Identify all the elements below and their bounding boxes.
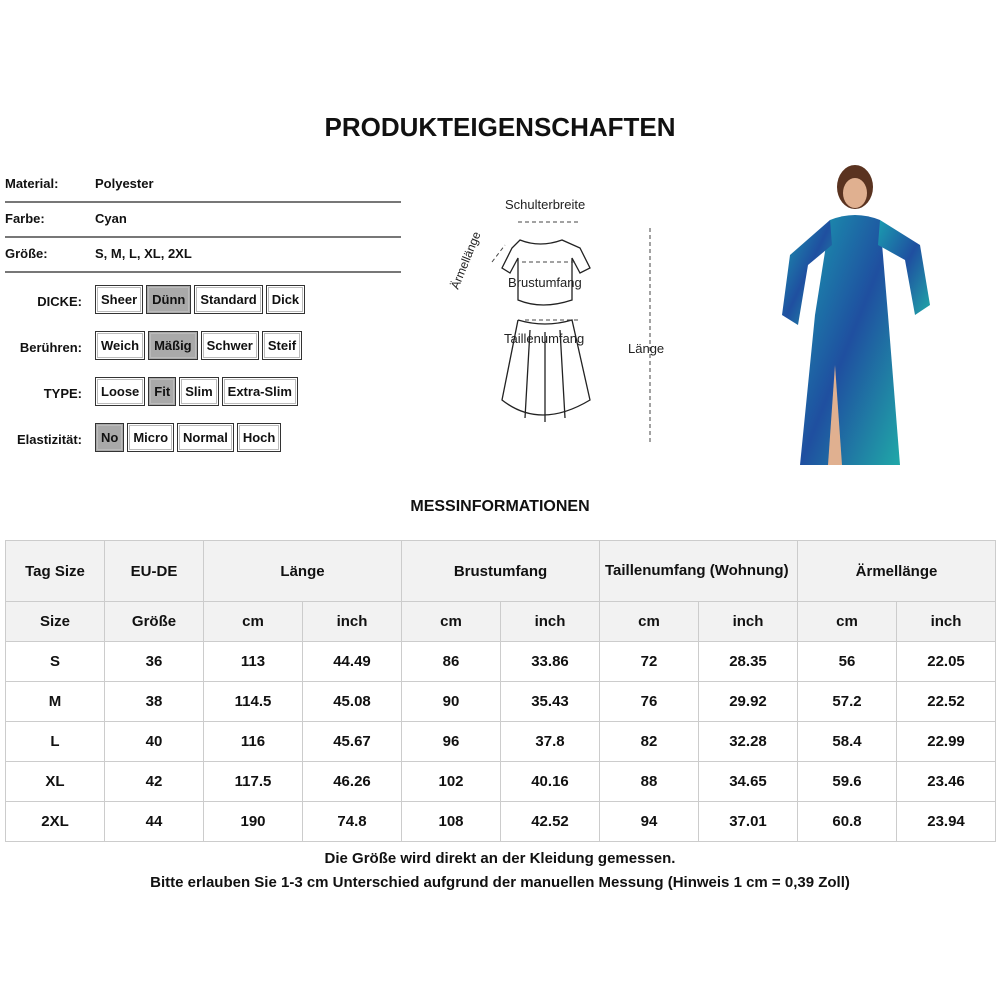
shoulder-label: Schulterbreite [505, 197, 586, 212]
table-cell: 22.99 [897, 722, 996, 762]
table-row [6, 802, 996, 842]
subheader-cell: Größe [105, 602, 204, 642]
page-title: PRODUKTEIGENSCHAFTEN [324, 112, 676, 142]
waist-label: Taillenumfang [504, 331, 585, 346]
option-chip: Dünn [146, 285, 191, 314]
option-chip: Steif [262, 331, 302, 360]
table-cell: 102 [402, 762, 501, 802]
table-cell: 45.08 [303, 682, 402, 722]
option-row [0, 377, 400, 409]
table-cell: 29.92 [699, 682, 798, 722]
table-cell: M [6, 682, 105, 722]
option-row [0, 423, 400, 455]
subheader-cell: inch [303, 602, 402, 642]
table-cell: 56 [798, 642, 897, 682]
table-cell: 44.49 [303, 642, 402, 682]
table-cell: 86 [402, 642, 501, 682]
table-cell: 22.05 [897, 642, 996, 682]
option-chip: Standard [194, 285, 262, 314]
property-key: Größe: [5, 246, 48, 261]
table-cell: 113 [204, 642, 303, 682]
subheader-cell: cm [204, 602, 303, 642]
size-table [5, 540, 996, 842]
product-photo [770, 165, 940, 470]
header-cell: Taillenumfang (Wohnung) [600, 541, 798, 602]
header-cell: Länge [204, 541, 402, 602]
subheader-cell: cm [402, 602, 501, 642]
header-cell: Tag Size [6, 541, 105, 602]
subheader-cell: inch [699, 602, 798, 642]
table-cell: 37.01 [699, 802, 798, 842]
table-cell: 60.8 [798, 802, 897, 842]
subheader-cell: cm [798, 602, 897, 642]
length-label: Länge [628, 341, 665, 356]
table-cell: 28.35 [699, 642, 798, 682]
table-cell: 38 [105, 682, 204, 722]
table-cell: 46.26 [303, 762, 402, 802]
note-1: Die Größe wird direkt an der Kleidung gemessen. [324, 850, 676, 867]
table-cell: 114.5 [204, 682, 303, 722]
option-chip: Sheer [95, 285, 143, 314]
table-cell: 94 [600, 802, 699, 842]
table-row [6, 722, 996, 762]
property-value: S, M, L, XL, 2XL [95, 246, 192, 261]
table-row [6, 682, 996, 722]
option-chip: Slim [179, 377, 218, 406]
table-cell: 45.67 [303, 722, 402, 762]
table-cell: 90 [402, 682, 501, 722]
table-cell: 32.28 [699, 722, 798, 762]
property-value: Cyan [95, 211, 127, 226]
table-cell: 42 [105, 762, 204, 802]
property-key: Farbe: [5, 211, 45, 226]
table-cell: 76 [600, 682, 699, 722]
property-row [5, 238, 401, 273]
note-2: Bitte erlauben Sie 1-3 cm Unterschied aufgrund der manuellen Messung (Hinweis 1 cm = 0,39 Zoll) [150, 874, 850, 891]
table-cell: 22.52 [897, 682, 996, 722]
table-cell: 96 [402, 722, 501, 762]
option-chip: Fit [148, 377, 176, 406]
table-cell: 88 [600, 762, 699, 802]
bust-label: Brustumfang [508, 275, 582, 290]
option-label: DICKE: [37, 294, 82, 309]
table-cell: 35.43 [501, 682, 600, 722]
table-cell: 23.94 [897, 802, 996, 842]
table-cell: S [6, 642, 105, 682]
option-row [0, 331, 400, 363]
property-row [5, 203, 401, 238]
table-cell: 40.16 [501, 762, 600, 802]
property-row [5, 168, 401, 203]
option-chip: Loose [95, 377, 145, 406]
table-cell: 2XL [6, 802, 105, 842]
table-cell: 74.8 [303, 802, 402, 842]
table-cell: 58.4 [798, 722, 897, 762]
table-row [6, 762, 996, 802]
subheader-cell: inch [897, 602, 996, 642]
option-chip: Weich [95, 331, 145, 360]
option-row [0, 285, 400, 317]
table-cell: 23.46 [897, 762, 996, 802]
option-chip: Mäßig [148, 331, 198, 360]
table-cell: 116 [204, 722, 303, 762]
table-cell: 82 [600, 722, 699, 762]
table-row [6, 642, 996, 682]
measure-title: MESSINFORMATIONEN [410, 498, 590, 515]
table-cell: 57.2 [798, 682, 897, 722]
header-cell: Ärmellänge [798, 541, 996, 602]
table-cell: 34.65 [699, 762, 798, 802]
table-cell: L [6, 722, 105, 762]
table-cell: 33.86 [501, 642, 600, 682]
table-cell: 37.8 [501, 722, 600, 762]
table-cell: 40 [105, 722, 204, 762]
table-cell: 59.6 [798, 762, 897, 802]
table-cell: 42.52 [501, 802, 600, 842]
option-chip: Extra-Slim [222, 377, 298, 406]
table-cell: 44 [105, 802, 204, 842]
option-chip: Normal [177, 423, 234, 452]
option-chip: Micro [127, 423, 174, 452]
table-cell: 117.5 [204, 762, 303, 802]
table-cell: 36 [105, 642, 204, 682]
option-label: TYPE: [43, 386, 82, 401]
property-value: Polyester [95, 176, 154, 191]
sleeve-label: Ärmellänge [447, 229, 484, 292]
subheader-cell: inch [501, 602, 600, 642]
header-cell: Brustumfang [402, 541, 600, 602]
property-key: Material: [5, 176, 59, 191]
subheader-cell: Size [6, 602, 105, 642]
option-chip: Schwer [201, 331, 259, 360]
dress-measurement-diagram [430, 190, 690, 450]
subheader-cell: cm [600, 602, 699, 642]
table-cell: 108 [402, 802, 501, 842]
option-chip: Dick [266, 285, 305, 314]
header-cell: EU-DE [105, 541, 204, 602]
option-chip: No [95, 423, 124, 452]
table-cell: XL [6, 762, 105, 802]
table-cell: 72 [600, 642, 699, 682]
table-cell: 190 [204, 802, 303, 842]
option-label: Elastizität: [16, 432, 82, 447]
option-label: Berühren: [19, 340, 82, 355]
option-chip: Hoch [237, 423, 282, 452]
